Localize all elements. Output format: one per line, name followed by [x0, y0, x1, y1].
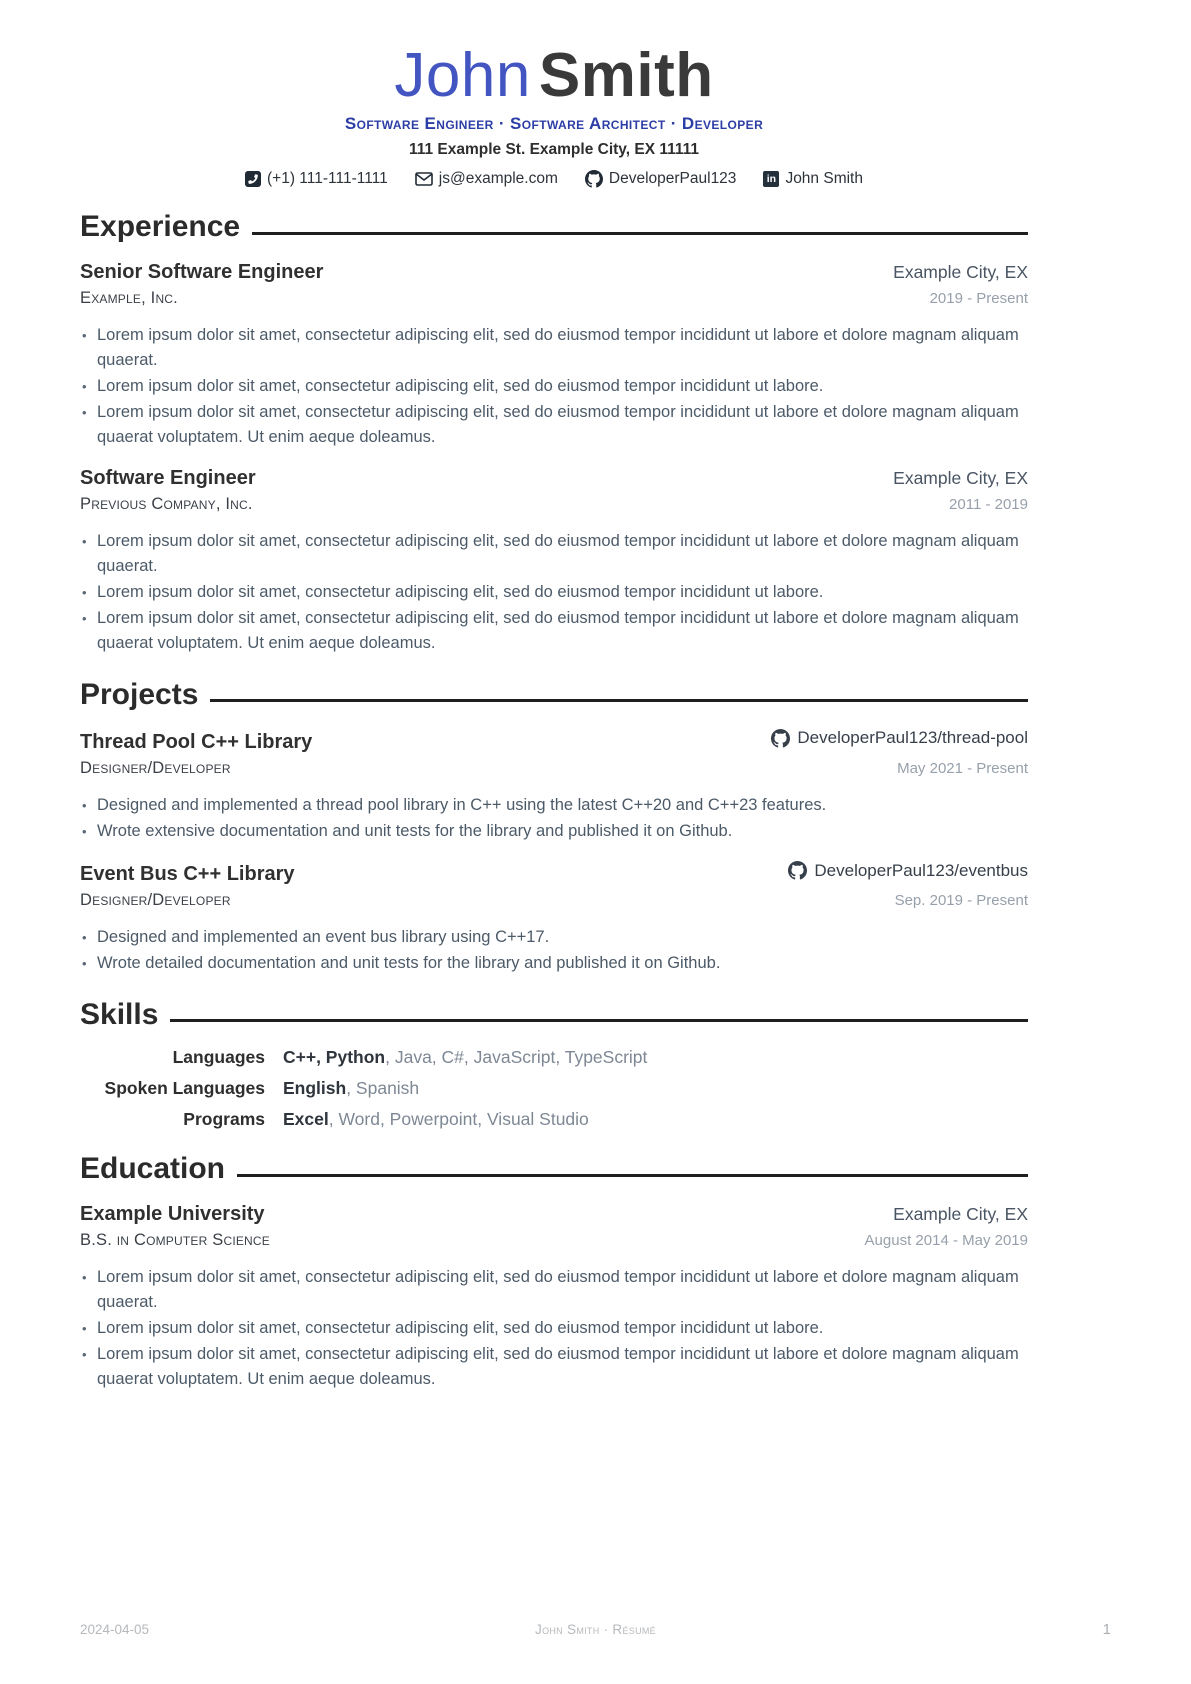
- skill-value: [283, 1047, 647, 1068]
- section-skills: [80, 999, 1028, 1130]
- job-location: Example City, EX: [893, 261, 1028, 282]
- bullet-text: Lorem ipsum dolor sit amet, consectetur adipiscing elit, sed do eiusmod tempor incididunt ut labore.: [97, 376, 824, 395]
- github-username: DeveloperPaul123: [608, 170, 737, 188]
- school-name: Example University: [80, 1202, 265, 1225]
- entry-sub-row: [80, 1231, 1028, 1250]
- linkedin-icon: in: [763, 171, 779, 187]
- github-link[interactable]: [585, 170, 737, 188]
- project-role: Designer/Developer: [80, 891, 231, 910]
- section-title: Projects: [80, 677, 199, 711]
- skills-table: [80, 1047, 1028, 1130]
- project-name: Event Bus C++ Library: [80, 863, 295, 886]
- bullet-dot: •: [82, 1320, 87, 1336]
- project-role: Designer/Developer: [80, 758, 231, 777]
- contact-row: [80, 170, 1028, 188]
- project-name: Thread Pool C++ Library: [80, 730, 313, 753]
- email-address: js@example.com: [438, 170, 558, 188]
- footer-date: 2024-04-05: [80, 1622, 150, 1637]
- experience-entry: [80, 261, 1028, 450]
- project-dates: Sep. 2019 - Present: [894, 892, 1028, 910]
- bullet-dot: •: [82, 1346, 87, 1362]
- bullet-dot: •: [82, 1269, 87, 1285]
- repo-path: DeveloperPaul123/eventbus: [814, 860, 1028, 880]
- phone-number: (+1) 111-111-1111: [267, 170, 388, 188]
- section-heading: [80, 1153, 1028, 1185]
- bullet-text: Wrote detailed documentation and unit tests for the library and published it on Github.: [97, 954, 721, 973]
- bullet-dot: •: [82, 327, 87, 343]
- skill-label: Spoken Languages: [104, 1078, 265, 1099]
- section-heading: [80, 999, 1028, 1031]
- page-footer: [80, 1621, 1111, 1638]
- bullet-text: Lorem ipsum dolor sit amet, consectetur adipiscing elit, sed do eiusmod tempor incididunt ut labore et dolore magnam aliquam quaerat.: [97, 325, 1019, 369]
- bullet-dot: •: [82, 533, 87, 549]
- job-dates: 2019 - Present: [929, 289, 1028, 307]
- bullet-list: [80, 1265, 1028, 1392]
- email-link[interactable]: [415, 170, 558, 188]
- project-repo-link[interactable]: [788, 861, 1028, 881]
- first-name: John: [394, 41, 531, 110]
- section-title: Skills: [80, 998, 159, 1032]
- bullet-text: Lorem ipsum dolor sit amet, consectetur adipiscing elit, sed do eiusmod tempor incididunt ut labore et dolore magnam aliquam quaerat voluptatem. Ut enim aeque doleamus.: [97, 608, 1019, 652]
- entry-sub-row: [80, 495, 1028, 514]
- repo-path: DeveloperPaul123/thread-pool: [797, 728, 1028, 748]
- section-title: Education: [80, 1152, 226, 1186]
- skill-value: [283, 1078, 419, 1099]
- bullet-text: Designed and implemented an event bus library using C++17.: [97, 928, 550, 947]
- skill-row: [80, 1047, 1028, 1068]
- section-heading: [80, 211, 1028, 243]
- bullet-list: [80, 925, 1028, 976]
- project-dates: May 2021 - Present: [897, 759, 1028, 777]
- bullet-text: Lorem ipsum dolor sit amet, consectetur adipiscing elit, sed do eiusmod tempor incididunt ut labore et dolore magnam aliquam quaerat voluptatem. Ut enim aeque doleamus.: [97, 1344, 1019, 1388]
- bullet-item: [80, 400, 1028, 450]
- project-repo-link[interactable]: [771, 728, 1028, 748]
- linkedin-name: John Smith: [785, 170, 863, 188]
- entry-sub-row: [80, 289, 1028, 308]
- github-icon: [771, 729, 790, 748]
- skill-label: Programs: [183, 1109, 265, 1130]
- skill-value-primary: C++, Python: [283, 1047, 386, 1068]
- bullet-dot: •: [82, 797, 87, 813]
- phone-icon: [245, 171, 261, 187]
- skill-value-secondary: , Java, C#, JavaScript, TypeScript: [385, 1047, 648, 1068]
- entry-sub-row: [80, 891, 1028, 910]
- skill-value-secondary: , Word, Powerpoint, Visual Studio: [328, 1109, 589, 1130]
- github-icon: [788, 861, 807, 880]
- skill-label: Languages: [172, 1047, 265, 1068]
- bullet-item: [80, 529, 1028, 579]
- entry-title-row: [80, 1203, 1028, 1226]
- skill-value-secondary: , Spanish: [346, 1078, 420, 1099]
- bullet-dot: •: [82, 378, 87, 394]
- phone-link[interactable]: [245, 170, 388, 188]
- bullet-dot: •: [82, 956, 87, 972]
- section-rule: [252, 232, 1028, 235]
- bullet-dot: •: [82, 930, 87, 946]
- job-dates: 2011 - 2019: [949, 495, 1028, 513]
- bullet-text: Wrote extensive documentation and unit tests for the library and published it on Github.: [97, 821, 733, 840]
- bullet-text: Lorem ipsum dolor sit amet, consectetur adipiscing elit, sed do eiusmod tempor incididunt ut labore et dolore magnam aliquam quaerat.: [97, 1267, 1019, 1311]
- section-experience: [80, 211, 1028, 655]
- last-name: Smith: [538, 41, 714, 110]
- bullet-text: Lorem ipsum dolor sit amet, consectetur adipiscing elit, sed do eiusmod tempor incididunt ut labore et dolore magnam aliquam quaerat voluptatem. Ut enim aeque doleamus.: [97, 402, 1019, 446]
- job-location: Example City, EX: [893, 467, 1028, 488]
- bullet-item: [80, 793, 1028, 818]
- education-entry: [80, 1203, 1028, 1392]
- project-entry: [80, 728, 1028, 844]
- bullet-dot: •: [82, 823, 87, 839]
- mail-icon: [415, 172, 433, 186]
- bullet-item: [80, 323, 1028, 373]
- bullet-dot: •: [82, 404, 87, 420]
- bullet-list: [80, 529, 1028, 656]
- bullet-item: [80, 1342, 1028, 1392]
- bullet-item: [80, 374, 1028, 399]
- job-role: Software Engineer: [80, 466, 256, 489]
- section-heading: [80, 679, 1028, 711]
- job-titles-line: Software Engineer · Software Architect · Developer: [344, 114, 764, 134]
- bullet-item: [80, 1316, 1028, 1341]
- school-location: Example City, EX: [893, 1203, 1028, 1224]
- degree: B.S. in Computer Science: [80, 1230, 270, 1249]
- skill-value-primary: Excel: [283, 1109, 329, 1130]
- job-role: Senior Software Engineer: [80, 260, 324, 283]
- bullet-item: [80, 819, 1028, 844]
- skill-row: [80, 1109, 1028, 1130]
- entry-title-row: [80, 467, 1028, 490]
- skill-row: [80, 1078, 1028, 1099]
- skill-value-primary: English: [283, 1078, 347, 1099]
- footer-page-number: 1: [1102, 1621, 1112, 1638]
- bullet-item: [80, 925, 1028, 950]
- footer-title: John Smith · Résumé: [535, 1622, 656, 1637]
- company-name: Example, Inc.: [80, 288, 178, 307]
- bullet-text: Lorem ipsum dolor sit amet, consectetur adipiscing elit, sed do eiusmod tempor incididunt ut labore.: [97, 582, 824, 601]
- entry-sub-row: [80, 759, 1028, 778]
- header: [80, 41, 1028, 188]
- github-icon: [585, 170, 603, 188]
- bullet-text: Designed and implemented a thread pool library in C++ using the latest C++20 and C++23 features.: [97, 795, 827, 814]
- bullet-item: [80, 580, 1028, 605]
- bullet-dot: •: [82, 584, 87, 600]
- bullet-item: [80, 951, 1028, 976]
- section-rule: [210, 699, 1028, 702]
- entry-title-row: [80, 261, 1028, 284]
- experience-entry: [80, 467, 1028, 656]
- entry-title-row: [80, 861, 1028, 887]
- address-line: 111 Example St. Example City, EX 11111: [408, 141, 700, 159]
- bullet-list: [80, 323, 1028, 450]
- section-projects: [80, 679, 1028, 976]
- bullet-list: [80, 793, 1028, 844]
- section-rule: [170, 1019, 1028, 1022]
- bullet-text: Lorem ipsum dolor sit amet, consectetur adipiscing elit, sed do eiusmod tempor incididunt ut labore.: [97, 1318, 824, 1337]
- linkedin-link[interactable]: [763, 170, 863, 188]
- skill-value: [283, 1109, 589, 1130]
- bullet-text: Lorem ipsum dolor sit amet, consectetur adipiscing elit, sed do eiusmod tempor incididunt ut labore et dolore magnam aliquam quaerat.: [97, 531, 1019, 575]
- education-dates: August 2014 - May 2019: [864, 1231, 1028, 1249]
- bullet-item: [80, 606, 1028, 656]
- section-education: [80, 1153, 1028, 1391]
- section-rule: [237, 1174, 1028, 1177]
- project-entry: [80, 861, 1028, 977]
- full-name: [80, 41, 1028, 110]
- bullet-item: [80, 1265, 1028, 1315]
- entry-title-row: [80, 728, 1028, 754]
- company-name: Previous Company, Inc.: [80, 494, 253, 513]
- bullet-dot: •: [82, 610, 87, 626]
- section-title: Experience: [80, 210, 241, 244]
